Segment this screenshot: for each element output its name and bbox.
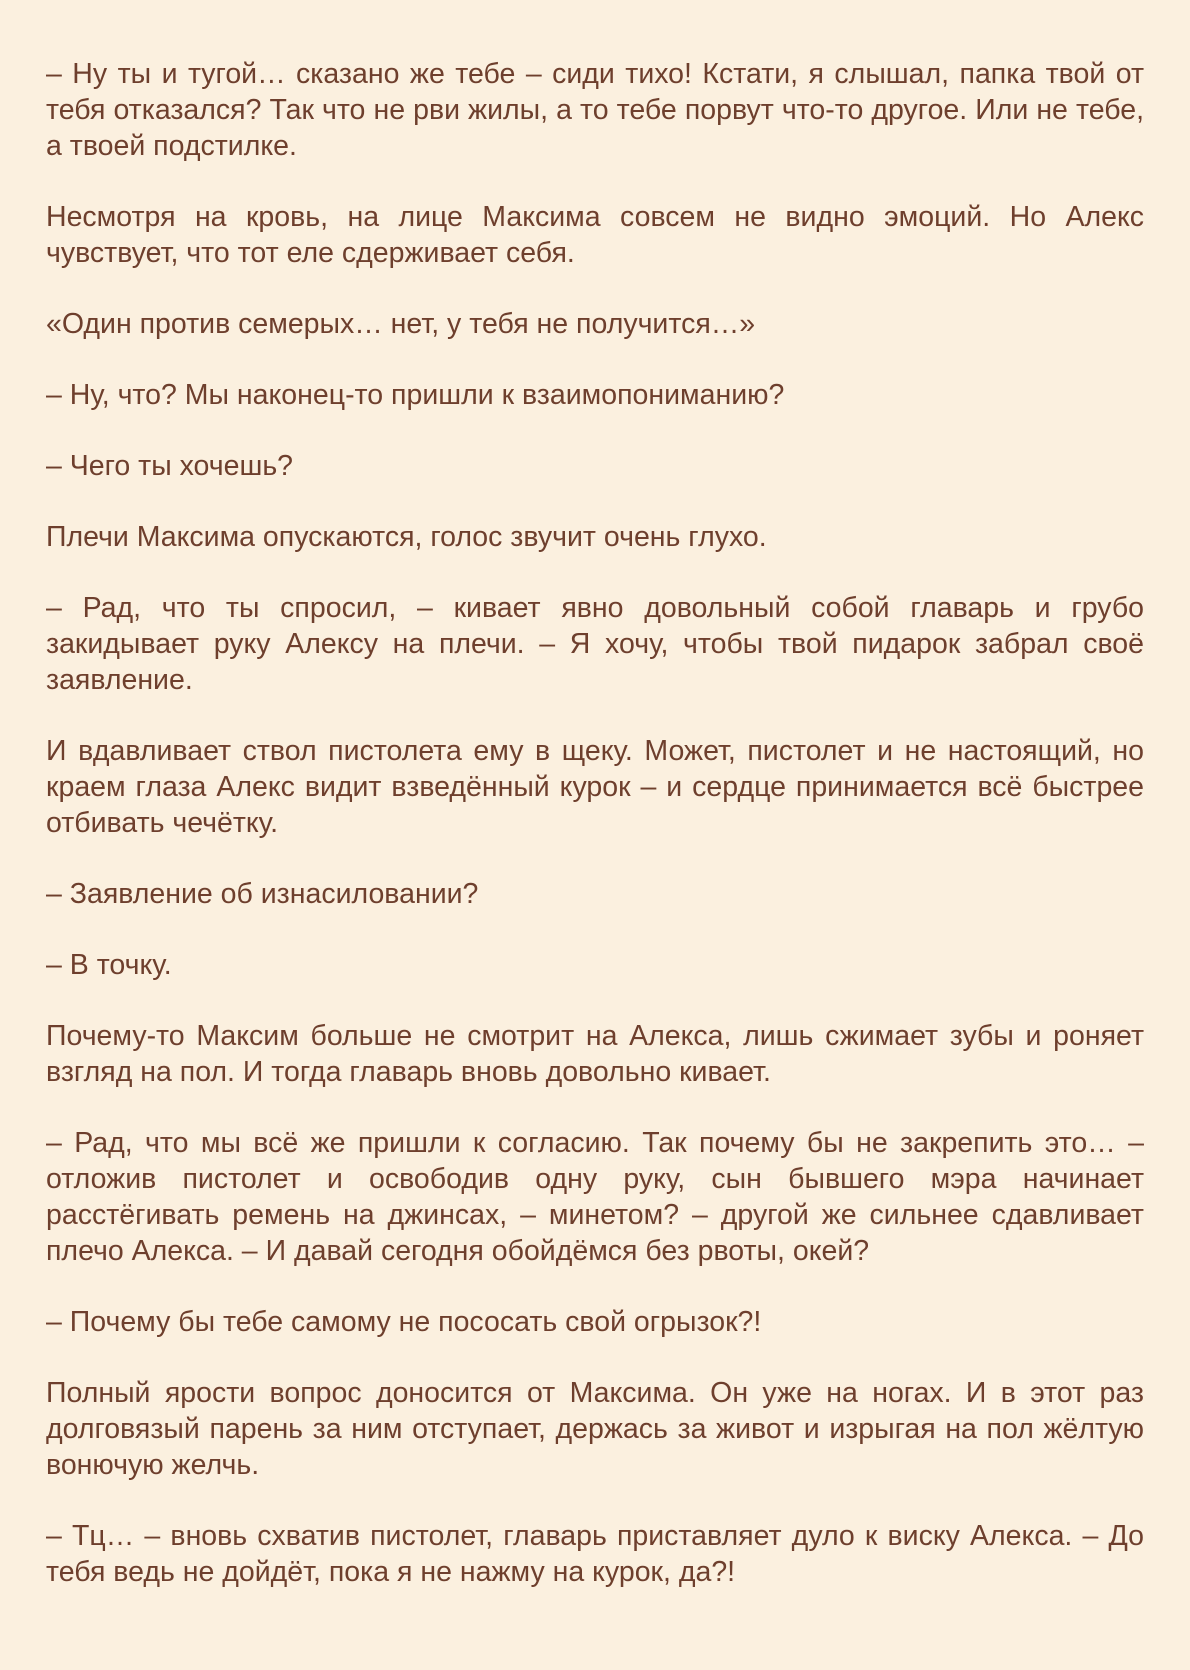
paragraph-10: – В точку. bbox=[46, 949, 172, 981]
paragraph-9: – Заявление об изнасиловании? bbox=[46, 878, 479, 910]
paragraph-12: – Рад, что мы всё же пришли к согласию. Так почему бы не закрепить это… – отложив пистолет и освободив одну руку, сын бывшего мэра начинает расстёгивать ремень на джинсах, – минетом? – другой же сильнее сдавливает плечо Алекса. – И давай сегодня обойдёмся без рвоты, окей? bbox=[46, 1127, 1144, 1267]
paragraph-11: Почему-то Максим больше не смотрит на Алекса, лишь сжимает зубы и роняет взгляд на пол. И тогда главарь вновь довольно кивает. bbox=[46, 1020, 1144, 1088]
paragraph-14: Полный ярости вопрос доносится от Максима. Он уже на ногах. И в этот раз долговязый парень за ним отступает, держась за живот и изрыгая на пол жёлтую вонючую желчь. bbox=[46, 1377, 1144, 1481]
paragraph-6: Плечи Максима опускаются, голос звучит очень глухо. bbox=[46, 521, 767, 553]
paragraph-15: – Тц… – вновь схватив пистолет, главарь приставляет дуло к виску Алекса. – До тебя ведь не дойдёт, пока я не нажму на курок, да?! bbox=[46, 1520, 1144, 1588]
paragraph-5: – Чего ты хочешь? bbox=[46, 450, 294, 482]
paragraph-1: – Ну ты и тугой… сказано же тебе – сиди тихо! Кстати, я слышал, папка твой от тебя отказался? Так что не рви жилы, а то тебе порвут что-то другое. Или не тебе, а твоей подстилке. bbox=[46, 58, 1144, 162]
paragraph-7: – Рад, что ты спросил, – кивает явно довольный собой главарь и грубо закидывает руку Алексу на плечи. – Я хочу, чтобы твой пидарок забрал своё заявление. bbox=[46, 592, 1144, 696]
paragraph-13: – Почему бы тебе самому не пососать свой огрызок?! bbox=[46, 1306, 762, 1338]
paragraph-3: «Один против семерых… нет, у тебя не получится…» bbox=[46, 308, 756, 340]
paragraph-2: Несмотря на кровь, на лице Максима совсем не видно эмоций. Но Алекс чувствует, что тот еле сдерживает себя. bbox=[46, 201, 1144, 269]
paragraph-4: – Ну, что? Мы наконец-то пришли к взаимопониманию? bbox=[46, 379, 785, 411]
paragraph-8: И вдавливает ствол пистолета ему в щеку. Может, пистолет и не настоящий, но краем глаза Алекс видит взведённый курок – и сердце принимается всё быстрее отбивать чечётку. bbox=[46, 735, 1144, 839]
